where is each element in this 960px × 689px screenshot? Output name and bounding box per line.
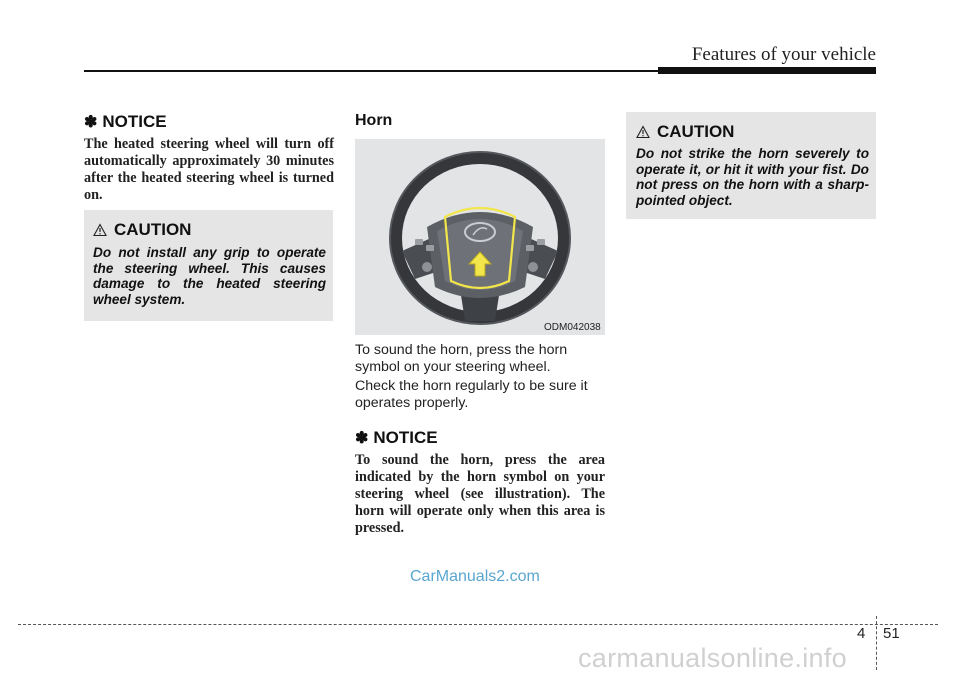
notice-horn-area [355,428,605,537]
notice-body: To sound the horn, press the area indicated by the horn symbol on your steering wheel (see illustration). The horn will operate only when this area is pressed. [355,452,605,536]
notice-heading [84,112,334,132]
caution-body: Do not strike the horn severely to operate it, or hit it with your fist. Do not press on the horn with a sharp-pointed object. [636,146,869,208]
asterisk-icon: ✽ [355,430,369,447]
warning-triangle-icon [93,223,107,237]
caution-title: CAUTION [657,122,735,141]
asterisk-icon: ✽ [84,114,98,131]
caution-title: CAUTION [114,220,192,239]
caution-body: Do not install any grip to operate the steering wheel. This causes damage to the heated steering wheel system. [93,245,326,307]
footer-divider [876,616,877,670]
notice-heading [355,428,605,448]
header-rule [84,70,658,72]
notice-title: NOTICE [102,112,167,131]
site-watermark: carmanualsonline.info [578,643,847,673]
notice-heated-wheel [84,112,334,204]
warning-triangle-icon [636,125,650,139]
figure-code: ODM042038 [544,322,601,333]
page-number: 51 [883,625,900,642]
watermark-link[interactable]: CarManuals2.com [410,568,540,585]
steering-wheel-illustration [355,139,605,335]
horn-paragraph-1: To sound the horn, press the horn symbol on your steering wheel. [355,342,568,375]
caution-heading [93,220,191,240]
steering-wheel-icon [355,139,605,335]
chapter-number: 4 [857,625,866,642]
header-rule-thick [658,67,876,74]
footer-rule [18,624,938,625]
caution-box-horn [626,112,876,219]
horn-paragraph-2: Check the horn regularly to be sure it operates properly. [355,378,588,411]
notice-title: NOTICE [373,428,438,447]
caution-heading [636,122,734,142]
caution-box-grip [84,210,333,321]
section-title: Features of your vehicle [691,44,876,65]
notice-body: The heated steering wheel will turn off automatically approximately 30 minutes after the heated steering wheel is turned on. [84,136,334,203]
horn-heading: Horn [355,112,393,129]
